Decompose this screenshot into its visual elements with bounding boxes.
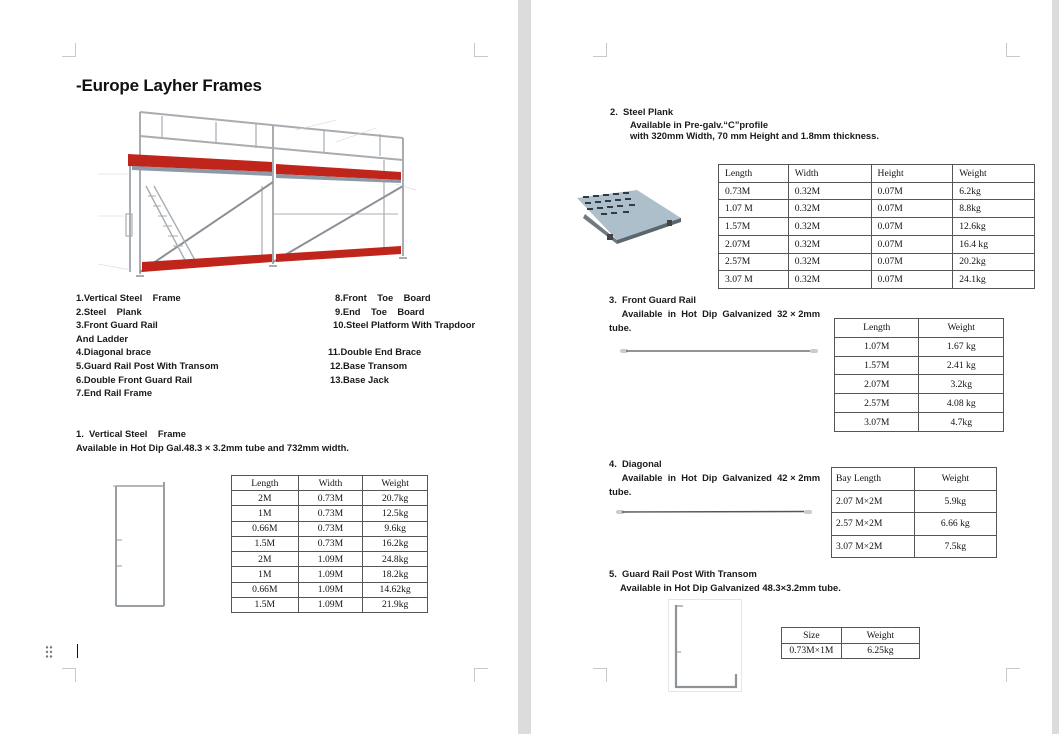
table-row	[835, 337, 1004, 356]
table-cell: 8.8kg	[953, 200, 1035, 218]
table-cell: 16.2kg	[363, 536, 428, 551]
table-cell: 0.07M	[871, 235, 953, 253]
table-cell: 0.32M	[788, 253, 871, 271]
margin-corner-bottom-right	[1006, 668, 1020, 682]
table-cell: 2.07 M×2M	[832, 490, 915, 513]
table-cell: 1.5M	[232, 536, 299, 551]
table-header-row	[782, 628, 920, 644]
table-row	[232, 491, 428, 506]
table-header-row	[832, 468, 997, 491]
parts-item: 11.Double End Brace	[328, 346, 422, 357]
section-description: Available in Hot Dip Galvanized 32 × 2mm	[609, 308, 821, 319]
section-description: tube.	[609, 486, 632, 497]
table-cell: 5.9kg	[914, 490, 996, 513]
parts-item: 9.End Toe Board	[335, 305, 425, 317]
parts-list-right-b	[328, 345, 421, 359]
section-heading-steel-plank: 2. Steel Plank	[610, 106, 674, 117]
table-row	[232, 521, 428, 536]
table-row	[832, 535, 997, 558]
table-header-row	[719, 165, 1035, 183]
parts-item: 6.Double Front Guard Rail	[76, 373, 193, 385]
parts-item: 4.Diagonal brace	[76, 346, 152, 358]
table-cell: 0.07M	[871, 182, 953, 200]
table-row	[232, 582, 428, 597]
table-cell: 21.9kg	[363, 597, 428, 612]
table-cell: 0.07M	[871, 200, 953, 218]
margin-corner-top-right	[1006, 43, 1020, 57]
table-cell: 24.8kg	[363, 552, 428, 567]
table-cell: 12.5kg	[363, 506, 428, 521]
table-cell: 1.09M	[298, 567, 363, 582]
table-row	[232, 597, 428, 612]
table-cell: 18.2kg	[363, 567, 428, 582]
table-cell: 0.07M	[871, 218, 953, 236]
table-row	[719, 253, 1035, 271]
section-description: with 320mm Width, 70 mm Height and 1.8mm thickness.	[630, 130, 879, 141]
table-cell: 6.25kg	[841, 643, 919, 659]
table-row	[232, 552, 428, 567]
column-header: Width	[298, 476, 363, 491]
front-guard-rail-spec-table	[834, 318, 1004, 432]
workspace-edge	[1052, 0, 1059, 734]
table-cell: 1.5M	[232, 597, 299, 612]
table-cell: 20.2kg	[953, 253, 1035, 271]
table-cell: 0.07M	[871, 253, 953, 271]
table-cell: 2.57M	[719, 253, 789, 271]
table-cell: 1.09M	[298, 552, 363, 567]
column-header: Length	[719, 165, 789, 183]
parts-item: 12.Base Transom	[330, 360, 408, 371]
table-cell: 0.32M	[788, 218, 871, 236]
table-cell: 9.6kg	[363, 521, 428, 536]
table-cell: 0.32M	[788, 271, 871, 289]
table-cell: 1M	[232, 506, 299, 521]
parts-item: 5.Guard Rail Post With Transom	[76, 359, 219, 371]
parts-item: 7.End Rail Frame	[76, 387, 153, 399]
table-cell: 1.67 kg	[919, 337, 1004, 356]
table-row	[719, 271, 1035, 289]
table-row	[835, 375, 1004, 394]
column-header: Weight	[841, 628, 919, 644]
margin-corner-bottom-right	[474, 668, 488, 682]
diagonal-image	[616, 509, 812, 515]
column-header: Width	[788, 165, 871, 183]
column-header: Bay Length	[832, 468, 915, 491]
margin-corner-top-left	[593, 43, 607, 57]
column-header: Length	[835, 319, 919, 338]
table-row	[782, 643, 920, 659]
table-cell: 0.07M	[871, 271, 953, 289]
table-row	[832, 490, 997, 513]
parts-item: 3.Front Guard Rail	[76, 319, 158, 331]
column-header: Size	[782, 628, 842, 644]
table-cell: 24.1kg	[953, 271, 1035, 289]
guard-rail-image	[620, 348, 818, 354]
table-cell: 2.57 M×2M	[832, 513, 915, 536]
column-header: Length	[232, 476, 299, 491]
table-header-row	[835, 319, 1004, 338]
table-row	[835, 413, 1004, 432]
table-cell: 0.73M	[298, 506, 363, 521]
table-cell: 20.7kg	[363, 491, 428, 506]
table-cell: 12.6kg	[953, 218, 1035, 236]
margin-corner-bottom-left	[593, 668, 607, 682]
table-row	[835, 356, 1004, 375]
steel-plank-image	[577, 190, 681, 244]
section-description: Available in Hot Dip Galvanized 48.3×3.2mm tube.	[620, 582, 841, 593]
section-heading-guard-rail-post: 5. Guard Rail Post With Transom	[609, 568, 757, 579]
section-heading-vertical-frame: 1. Vertical Steel Frame	[76, 428, 186, 439]
document-page-left	[0, 0, 518, 734]
parts-item: 13.Base Jack	[330, 373, 389, 385]
parts-item: 2.Steel Plank	[76, 305, 142, 317]
column-header: Weight	[914, 468, 996, 491]
column-header: Weight	[953, 165, 1035, 183]
table-row	[232, 536, 428, 551]
table-cell: 3.07M	[835, 413, 919, 432]
table-cell: 0.66M	[232, 582, 299, 597]
table-cell: 3.07 M	[719, 271, 789, 289]
table-header-row	[232, 476, 428, 491]
table-cell: 0.73M	[298, 536, 363, 551]
margin-corner-bottom-left	[62, 668, 76, 682]
table-cell: 7.5kg	[914, 535, 996, 558]
table-cell: 1.07M	[835, 337, 919, 356]
drag-handle-icon[interactable]	[45, 645, 53, 659]
table-cell: 0.32M	[788, 200, 871, 218]
vertical-frame-spec-table	[231, 475, 428, 613]
parts-item: 10.Steel Platform With Trapdoor	[333, 319, 476, 330]
table-cell: 0.73M	[298, 521, 363, 536]
table-cell: 1M	[232, 567, 299, 582]
table-cell: 6.66 kg	[914, 513, 996, 536]
table-row	[232, 506, 428, 521]
parts-list-right-a	[335, 291, 431, 318]
steel-plank-spec-table	[718, 164, 1035, 289]
column-header: Weight	[919, 319, 1004, 338]
table-cell: 6.2kg	[953, 182, 1035, 200]
table-cell: 0.73M×1M	[782, 643, 842, 659]
parts-list-right-c	[330, 359, 407, 386]
table-cell: 1.57M	[835, 356, 919, 375]
vertical-frame-image	[112, 482, 168, 610]
guard-rail-post-spec-table	[781, 627, 920, 659]
table-cell: 4.7kg	[919, 413, 1004, 432]
column-header: Height	[871, 165, 953, 183]
table-cell: 1.09M	[298, 582, 363, 597]
diagonal-spec-table	[831, 467, 997, 558]
text-cursor[interactable]	[77, 644, 78, 658]
guard-rail-post-image	[668, 599, 742, 692]
section-heading-front-guard-rail: 3. Front Guard Rail	[609, 294, 696, 305]
section-description: tube.	[609, 322, 632, 333]
section-description: Available in Pre-galv.“C”profile	[630, 119, 769, 130]
parts-list-left	[76, 291, 219, 400]
parts-item: 1.Vertical Steel Frame	[76, 292, 181, 303]
table-cell: 0.32M	[788, 182, 871, 200]
table-cell: 2.41 kg	[919, 356, 1004, 375]
table-row	[719, 235, 1035, 253]
table-cell: 2M	[232, 552, 299, 567]
table-cell: 0.73M	[719, 182, 789, 200]
table-row	[719, 182, 1035, 200]
table-cell: 2.57M	[835, 394, 919, 413]
table-cell: 3.2kg	[919, 375, 1004, 394]
table-cell: 1.09M	[298, 597, 363, 612]
parts-item: 8.Front Toe Board	[335, 292, 431, 303]
margin-corner-top-right	[474, 43, 488, 57]
table-cell: 14.62kg	[363, 582, 428, 597]
table-cell: 3.07 M×2M	[832, 535, 915, 558]
table-row	[832, 513, 997, 536]
table-row	[835, 394, 1004, 413]
parts-item: And Ladder	[76, 332, 129, 344]
table-cell: 16.4 kg	[953, 235, 1035, 253]
table-cell: 1.57M	[719, 218, 789, 236]
table-cell: 0.73M	[298, 491, 363, 506]
table-cell: 2M	[232, 491, 299, 506]
table-row	[719, 200, 1035, 218]
section-description: Available in Hot Dip Gal.48.3 × 3.2mm tube and 732mm width.	[76, 442, 349, 453]
table-cell: 4.08 kg	[919, 394, 1004, 413]
section-description: Available in Hot Dip Galvanized 42 × 2mm	[609, 472, 821, 483]
table-cell: 1.07 M	[719, 200, 789, 218]
section-heading-diagonal: 4. Diagonal	[609, 458, 662, 469]
margin-corner-top-left	[62, 43, 76, 57]
table-row	[232, 567, 428, 582]
scaffold-frame-image	[96, 104, 416, 284]
table-cell: 0.32M	[788, 235, 871, 253]
table-cell: 0.66M	[232, 521, 299, 536]
table-cell: 2.07M	[719, 235, 789, 253]
table-row	[719, 218, 1035, 236]
document-title: -Europe Layher Frames	[76, 76, 262, 95]
column-header: Weight	[363, 476, 428, 491]
table-cell: 2.07M	[835, 375, 919, 394]
